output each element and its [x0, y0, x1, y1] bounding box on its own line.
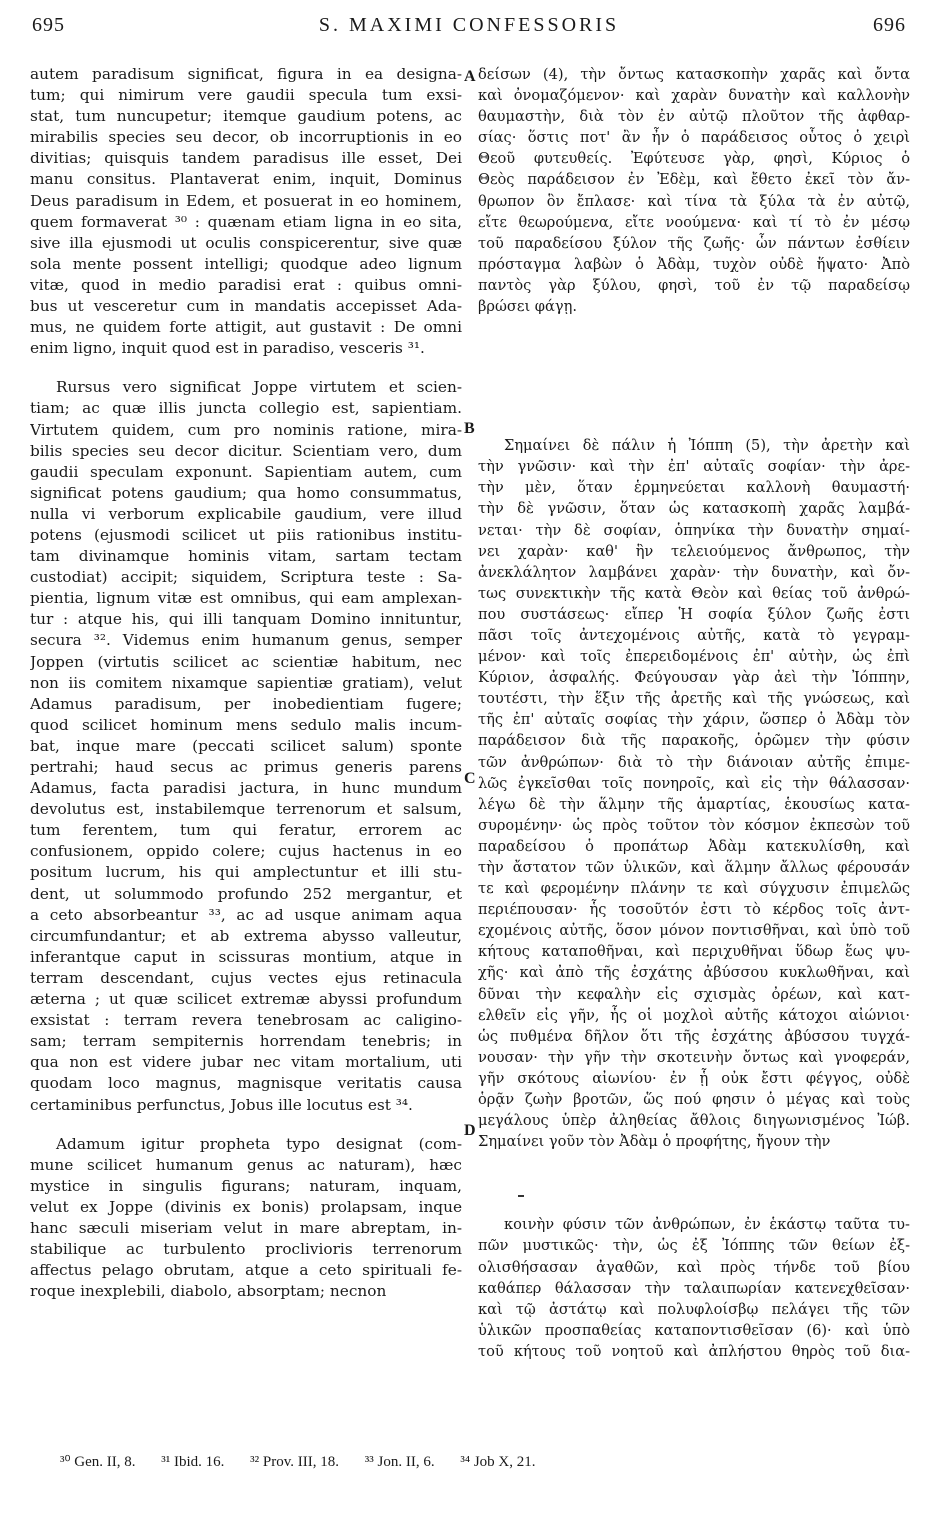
- text-line: πῶν μυστικῶς· τὴν, ὡς ἐξ Ἰόππης τῶν θείων ἐξ-: [478, 1237, 910, 1255]
- text-line: Θεὸς παράδεισον ἐν Ἐδὲμ, καὶ ἔθετο ἐκεῖ τὸν ἄν-: [478, 171, 910, 189]
- text-line: δείσων (4), τὴν ὄντως κατασκοπὴν χαρᾶς καὶ ὄντα: [478, 66, 910, 83]
- running-title: S. MAXIMI CONFESSORIS: [318, 14, 620, 36]
- text-line: τουτέστι, τὴν ἕξιν τῆς ἀρετῆς καὶ τῆς γνώσεως, καὶ: [478, 690, 910, 708]
- text-line: ολισθήσασαν ἀγαθῶν, καὶ πρὸς τήνδε τοῦ βίου: [478, 1258, 910, 1276]
- text-line: nulla vi verborum explicabile gaudium, vere illud: [30, 504, 462, 523]
- text-line: χῆς· καὶ ἀπὸ τῆς ἐσχάτης ἀβύσσου κυκλωθῆναι, καὶ: [478, 964, 910, 982]
- text-line: a ceto absorbeantur ³³, ac ad usque animam aqua: [30, 905, 462, 924]
- text-line: manu consitus. Plantaverat enim, inquit, Dominus: [30, 170, 462, 189]
- text-line: stabilique ac turbulento proclivioris terrenorum: [30, 1240, 462, 1259]
- text-line: δῦναι τὴν κεφαλὴν εἰς σχισμὰς ὀρέων, καὶ κατ-: [478, 985, 910, 1003]
- text-line: καθάπερ θάλασσαν τὴν ταλαιπωρίαν κατενεχθεῖσαν·: [478, 1279, 910, 1297]
- text-line: βρώσει φάγῃ.: [478, 298, 577, 316]
- text-line: pientia, lignum vitæ est omnibus, qui eam amplexan-: [30, 589, 462, 608]
- text-line: καὶ τῷ ἀστάτῳ καὶ πολυφλοίσβῳ πελάγει τῆς τῶν: [478, 1300, 910, 1318]
- text-line: κήτους καταποθῆναι, καὶ περιχυθῆναι ὕδωρ ἕως ψυ-: [478, 943, 910, 961]
- page-number-left: 695: [32, 14, 65, 36]
- section-marker-d: D: [464, 1122, 476, 1139]
- text-line: τοῦ παραδείσου ξύλον τῆς ζωῆς· ὧν πάντων ἐσθίειν: [478, 234, 910, 252]
- text-line: Adamus, facta paradisi jactura, in hunc mundum: [30, 779, 462, 798]
- text-line: θρωπον ὃν ἔπλασε· καὶ τίνα τὰ ξύλα τὰ ἐν αὐτῷ,: [478, 192, 910, 210]
- text-line: τὴν μὲν, ὅταν ἑρμηνεύεται καλλονὴ θαυμαστή·: [478, 479, 910, 497]
- text-line: τε καὶ φερομένην πλάνην τε καὶ σύγχυσιν ἐπιμελῶς: [478, 880, 910, 898]
- paragraph-gap: [478, 317, 910, 435]
- text-line: παραδείσου ὁ προπάτωρ Ἀδὰμ κατεκυλίσθη, καὶ: [478, 837, 910, 855]
- text-line: tum ferentem, tum qui feratur, errorem ac: [30, 821, 462, 840]
- text-line: pertrahi; haud secus ac primus generis parens: [30, 758, 462, 776]
- text-line: λῶς ἐγκεῖσθαι τοῖς πονηροῖς, καὶ εἰς τὴν θάλασσαν·: [478, 774, 910, 792]
- text-line: tam divinamque hominis vitam, sartam tectam: [30, 547, 462, 566]
- text-line: velut ex Joppe (divinis ex bonis) prolapsam, inque: [30, 1197, 462, 1216]
- text-line: quod scilicet hominum mens sedulo malis incum-: [30, 715, 462, 734]
- text-line: bus ut vesceretur cum in mandatis accepisset Ada-: [30, 297, 462, 316]
- text-line: ελθεῖν εἰς γῆν, ἧς οἱ μοχλοὶ αὐτῆς κάτοχοι αἰώνιοι·: [478, 1006, 910, 1024]
- text-line: bilis species seu decor dicitur. Scientiam vero, dum: [30, 441, 462, 460]
- text-line: stat, tum nuncupetur; itemque gaudium potens, ac: [30, 107, 462, 126]
- text-line: νει χαρὰν· καθ' ἣν τελειούμενος ἄνθρωπος, τὴν: [478, 542, 910, 560]
- footnote: ³⁴ Job X, 21.: [460, 1454, 536, 1470]
- footnote: ³⁰ Gen. II, 8.: [60, 1454, 136, 1470]
- text-line: positum lucrum, his qui amplectuntur et illi stu-: [30, 863, 462, 882]
- text-line: ὑλικῶν προσπαθείας καταποντισθεῖσαν (6)· καὶ ὑπὸ: [478, 1321, 910, 1339]
- section-marker-c: C: [464, 770, 476, 787]
- text-line: Θεοῦ φυτευθείς. Ἐφύτευσε γὰρ, φησὶ, Κύριος ὁ: [478, 150, 910, 168]
- text-line: æterna ; ut quæ scilicet extremæ abyssi profundum: [30, 990, 462, 1009]
- text-line: Adamus paradisum, per inobedientiam fugere;: [30, 694, 462, 713]
- text-line: potens (ejusmodi scilicet ut piis rationibus institu-: [30, 525, 462, 544]
- separator-dash: [518, 1195, 524, 1197]
- text-line: enim ligno, inquit quod est in paradiso, vesceris ³¹.: [30, 339, 425, 358]
- text-line: Κύριον, ἀσφαλής. Φεύγουσαν γὰρ ἀεὶ τὴν Ἰόππην,: [478, 669, 910, 687]
- text-line: autem paradisum significat, figura in ea designa-: [30, 65, 462, 83]
- text-line: γῆν σκότους αἰωνίου· ἐν ᾗ οὐκ ἔστι φέγγος, οὐδὲ: [478, 1069, 910, 1087]
- text-line: terram descendant, cujus vectes ejus retinacula: [30, 968, 462, 987]
- text-line: τοῦ κήτους τοῦ νοητοῦ καὶ ἀπλήστου θηρὸς τοῦ δια-: [478, 1342, 910, 1360]
- section-marker-a: A: [464, 68, 476, 85]
- section-marker-b: B: [464, 420, 475, 437]
- text-line: inferantque caput in scissuras montium, atque in: [30, 947, 462, 966]
- text-line: καὶ ὀνομαζόμενον· καὶ χαρὰν δυνατὴν καὶ καλλονὴν: [478, 87, 910, 105]
- text-line: gaudii speculam exponunt. Sapientiam autem, cum: [30, 462, 462, 481]
- text-line: sam; terram sempiternis horrendam tenebris; in: [30, 1032, 462, 1051]
- page-header: [32, 10, 906, 40]
- text-line: roque inexplebili, diabolo, absorptam; necnon: [30, 1282, 387, 1301]
- text-line: bat, inque mare (peccati scilicet salum) sponte: [30, 736, 462, 755]
- text-line: circumfundantur; et ab extrema abysso valleutur,: [30, 926, 462, 945]
- paragraph-gap: [30, 1116, 462, 1134]
- text-line: τῆς ἐπ' αὐταῖς σοφίας τὴν χάριν, ὥσπερ ὁ Ἀδὰμ τὸν: [478, 711, 910, 729]
- footnote: ³¹ Ibid. 16.: [161, 1454, 225, 1470]
- text-line: quem formaverat ³⁰ : quænam etiam ligna in eo sita,: [30, 212, 462, 231]
- text-line: σίας· ὅστις ποτ' ἂν ἦν ὁ παράδεισος οὗτος ὁ χειρὶ: [478, 129, 910, 147]
- text-line: tiam; ac quæ illis juncta collegio est, sapientiam.: [30, 399, 462, 418]
- text-line: tum; qui nimirum vere gaudii specula tum exsi-: [30, 86, 462, 105]
- text-line: μεγάλους ὑπὲρ ἀληθείας ἄθλοις διηγωνισμένος Ἰώβ.: [478, 1112, 910, 1130]
- text-line: πρόσταγμα λαβὼν ὁ Ἀδὰμ, τυχὸν οὐδὲ ἥψατο· Ἀπὸ: [478, 255, 910, 273]
- greek-column: [478, 64, 910, 1362]
- text-line: τῶν ἀνθρώπων· διὰ τὸ τὴν διάνοιαν αὐτῆς ἐπιμε-: [478, 753, 910, 771]
- text-line: Virtutem quidem, cum pro nominis ratione, mira-: [30, 420, 462, 439]
- text-line: qua non est videre jubar nec vitam mortalium, uti: [30, 1053, 462, 1072]
- text-line: mystice in singulis figurans; naturam, inquam,: [30, 1176, 462, 1195]
- text-line: custodiat) accipit; siquidem, Scriptura teste : Sa-: [30, 568, 462, 587]
- text-line: εἴτε θεωρούμενα, εἴτε νοούμενα· καὶ τί τὸ ἐν μέσῳ: [478, 213, 910, 231]
- text-line: ἀνεκλάλητον λαμβάνει χαρὰν· τὴν δυνατὴν, καὶ ὄν-: [478, 563, 910, 581]
- text-line: Joppen (virtutis scilicet ac scientiæ habitum, nec: [30, 652, 462, 671]
- text-line: ὡς πυθμένα δῆλον ὅτι τῆς ἐσχάτης ἀβύσσου τυγχά-: [478, 1027, 910, 1045]
- text-line: significat potens gaudium; qua homo consummatus,: [30, 483, 462, 502]
- text-line: Rursus vero significat Joppe virtutem et scien-: [56, 378, 462, 397]
- text-line: θαυμαστὴν, διὰ τὸν ἐν αὐτῷ πλοῦτον τῆς ἀφθαρ-: [478, 108, 910, 126]
- text-line: mune scilicet humanum genus ac naturam), hæc: [30, 1155, 462, 1174]
- text-line: περιέπουσαν· ἧς τοσοῦτόν ἐστι τὸ κέρδος τοῖς ἀντ-: [478, 901, 910, 919]
- text-line: mirabilis species seu decor, ob incorruptionis in eo: [30, 128, 462, 147]
- text-line: quodam loco magnus, magnisque veritatis causa: [30, 1074, 462, 1093]
- text-line: μένον· καὶ τοῖς ἐπερειδομένοις ἐπ' αὐτὴν, ὡς ἐπὶ: [478, 648, 910, 666]
- text-line: dent, ut solummodo profundo 252 mergantur, et: [30, 884, 462, 903]
- text-line: divitias; quisquis tandem paradisus ille esset, Dei: [30, 149, 462, 168]
- text-line: sola mente possent intelligi; quodque adeo lignum: [30, 254, 462, 273]
- text-line: λέγω δὲ τὴν ἅλμην τῆς ἁμαρτίας, ἑκουσίως κατα-: [478, 795, 910, 813]
- text-line: παντὸς γὰρ ξύλου, φησὶ, τοῦ ἐν τῷ παραδείσῳ: [478, 276, 910, 294]
- latin-column: [30, 64, 462, 1302]
- text-line: τὴν γνῶσιν· καὶ τὴν ἐπ' αὐταῖς σοφίαν· τὴν ἀρε-: [478, 458, 910, 476]
- text-line: Adamum igitur propheta typo designat (com-: [56, 1134, 462, 1153]
- paragraph-gap: [30, 359, 462, 377]
- text-line: Σημαίνει γοῦν τὸν Ἀδὰμ ὁ προφήτης, ἤγουν τὴν: [478, 1133, 831, 1151]
- text-line: certaminibus perfunctus, Jobus ille locutus est ³⁴.: [30, 1095, 413, 1114]
- page-number-right: 696: [873, 14, 906, 36]
- text-line: πᾶσι τοῖς ἀντεχομένοις αὐτῆς, κατὰ τὸ γεγραμ-: [478, 626, 910, 644]
- text-line: συρομένην· ὡς πρὸς τοῦτον τὸν κόσμον ἐκπεσὼν τοῦ: [478, 816, 910, 834]
- text-line: exsistat : terram revera tenebrosam ac caligino-: [30, 1011, 462, 1030]
- text-line: confusionem, oppido colere; cujus hactenus in eo: [30, 842, 462, 861]
- paragraph-gap: [478, 1152, 910, 1214]
- footnote: ³³ Jon. II, 6.: [364, 1454, 435, 1470]
- text-line: hanc sæculi miseriam velut in mare abreptam, in-: [30, 1218, 462, 1237]
- text-line: εχομένοις αὐτῆς, ὅσον μόνον ποντισθῆναι, καὶ ὑπὸ τοῦ: [478, 922, 910, 940]
- text-line: κοινὴν φύσιν τῶν ἀνθρώπων, ἐν ἑκάστῳ ταῦτα τυ-: [504, 1216, 910, 1234]
- text-line: vitæ, quod in medio paradisi erat : quibus omni-: [30, 275, 462, 294]
- text-line: tur : atque his, qui illi tanquam Domino innituntur,: [30, 610, 462, 629]
- text-line: παράδεισον διὰ τῆς παρακοῆς, ὁρῶμεν τὴν φύσιν: [478, 732, 910, 750]
- text-line: Σημαίνει δὲ πάλιν ἡ Ἰόππη (5), τὴν ἀρετὴν καὶ: [504, 437, 910, 455]
- text-line: νουσαν· τὴν γῆν τὴν σκοτεινὴν ὄντως καὶ γνοφεράν,: [478, 1048, 910, 1066]
- footnotes: [60, 1452, 880, 1471]
- text-line: Deus paradisum in Edem, et posuerat in eo hominem,: [30, 191, 462, 210]
- text-line: νεται· τὴν δὲ σοφίαν, ὁπηνίκα τὴν δυνατὴν σημαί-: [478, 521, 910, 539]
- text-line: non iis comitem nixamque sapientiæ gratiam), velut: [30, 673, 462, 692]
- text-line: που συστάσεως· εἴπερ Ἡ σοφία ξύλον ζωῆς ἐστι: [478, 605, 910, 623]
- text-line: sive illa ejusmodi ut oculis conspicerentur, sive quæ: [30, 233, 462, 252]
- text-line: devolutus est, instabilemque terrenorum et salsum,: [30, 800, 462, 819]
- text-line: τως συνεκτικὴν τῆς κατὰ Θεὸν καὶ θείας τοῦ ἀνθρώ-: [478, 584, 910, 602]
- text-line: τὴν δὲ γνῶσιν, ὅταν ὡς κατασκοπὴ χαρᾶς λαμβά-: [478, 500, 910, 518]
- text-line: affectus pelago obrutam, atque a ceto spirituali fe-: [30, 1261, 462, 1280]
- text-line: secura ³². Videmus enim humanum genus, semper: [30, 631, 462, 650]
- text-line: τὴν ἄστατον τῶν ὑλικῶν, καὶ ἅλμην ἄλλως φέρουσάν: [478, 859, 910, 876]
- text-line: mus, ne quidem forte attigit, aut gustavit : De omni: [30, 318, 462, 337]
- footnote: ³² Prov. III, 18.: [250, 1454, 340, 1470]
- text-line: ὁρᾷν ζωὴν βροτῶν, ὥς πού φησιν ὁ μέγας καὶ τοὺς: [478, 1091, 910, 1109]
